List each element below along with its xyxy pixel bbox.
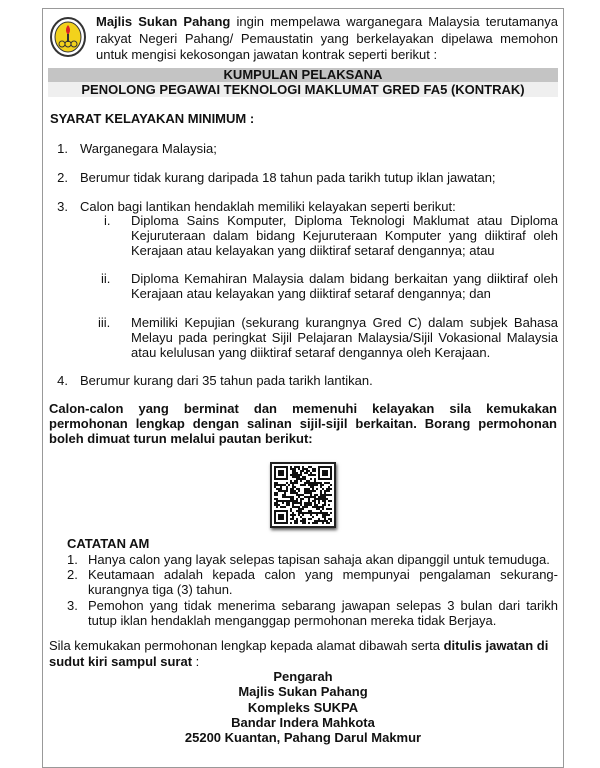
address-line: Bandar Indera Mahkota [231,714,375,730]
requirement-item-1 [48,141,548,156]
note-item-2 [60,567,558,597]
item-number: 3. [57,199,68,214]
sub-item-number: ii. [101,271,111,286]
submit-emphasis: ditulis jawatan di sudut kiri sampul surat [49,638,549,669]
intro-paragraph [96,14,558,64]
note-text: Keutamaan adalah kepada calon yang mempunyai pengalaman sekurang-kurangnya tiga (3) tahun. [88,567,558,597]
sub-item-iii [98,315,558,360]
submit-text: Sila kemukakan permohonan lengkap kepada alamat dibawah serta [49,638,444,653]
requirement-item-2 [48,170,548,185]
note-number: 3. [67,598,78,613]
requirement-item-4 [48,373,548,388]
address-line: Pengarah [273,669,333,684]
group-heading: KUMPULAN PELAKSANA [48,68,558,82]
item-text: Berumur tidak kurang daripada 18 tahun pada tarikh tutup iklan jawatan; [80,170,496,185]
sub-item-text: Memiliki Kepujian (sekurang kurangnya Gred C) dalam subjek Bahasa Melayu pada peringkat Sijil Pelajaran Malaysia/Sijil Vokasional Malaysia atau kelulusan yang diiktiraf setaraf dengannya oleh Kerajaan. [131,315,558,360]
sub-item-number: i. [104,213,111,228]
notes-title: CATATAN AM [67,536,150,551]
item-number: 1. [57,141,68,156]
position-heading: PENOLONG PEGAWAI TEKNOLOGI MAKLUMAT GRED FA5 (KONTRAK) [48,82,558,97]
sub-item-text: Diploma Kemahiran Malaysia dalam bidang berkaitan yang diiktiraf oleh Kerajaan atau kelayakan yang diiktiraf setaraf dengannya; dan [131,271,558,301]
address-line: Kompleks SUKPA [247,699,359,715]
note-text: Hanya calon yang layak selepas tapisan sahaja akan dipanggil untuk temuduga. [88,552,550,567]
application-note: Calon-calon yang berminat dan memenuhi kelayakan sila kemukakan permohonan lengkap dengan salinan sijil-sijil berkaitan. Borang permohonan boleh dimuat turun melalui pautan berikut: [49,401,557,446]
sub-item-ii [98,271,558,301]
item-text: Berumur kurang dari 35 tahun pada tarikh lantikan. [80,373,373,388]
mailing-address [48,669,558,745]
org-name: Majlis Sukan Pahang [96,14,231,29]
note-text: Pemohon yang tidak menerima sebarang jawapan selepas 3 bulan dari tarikh tutup iklan hendaklah menganggap permohonan mereka tidak Berjaya. [88,598,558,628]
requirements-title: SYARAT KELAYAKAN MINIMUM : [50,111,255,126]
address-line: Majlis Sukan Pahang [238,684,368,700]
sub-item-i [98,213,558,258]
application-form-qr-code[interactable] [270,462,336,528]
sub-item-text: Diploma Sains Komputer, Diploma Teknologi Maklumat atau Diploma Kejuruteraan dalam bidang Kejuruteraan Komputer yang diiktiraf oleh Kerajaan atau kelayakan yang diiktiraf setaraf dengannya; atau [131,213,558,258]
sub-item-number: iii. [98,315,111,330]
item-text: Warganegara Malaysia; [80,141,217,156]
item-number: 4. [57,373,68,388]
submit-colon: : [192,654,200,669]
note-item-1 [60,552,558,567]
item-number: 2. [57,170,68,185]
address-line: 25200 Kuantan, Pahang Darul Makmur [184,730,422,746]
item-text: Calon bagi lantikan hendaklah memiliki kelayakan seperti berikut: [80,199,456,214]
note-item-3 [60,598,558,628]
submission-instructions [49,638,549,670]
intro-text: ingin mempelawa warganegara Malaysia terutamanya rakyat Negeri Pahang/ Pemaustatin yang berkelayakan dipelawa memohon untuk mengisi kekosongan jawatan kontrak seperti berikut : [96,14,558,62]
note-number: 2. [67,567,78,582]
majlis-sukan-pahang-logo [50,17,86,57]
note-number: 1. [67,552,78,567]
requirement-item-3 [48,199,548,214]
